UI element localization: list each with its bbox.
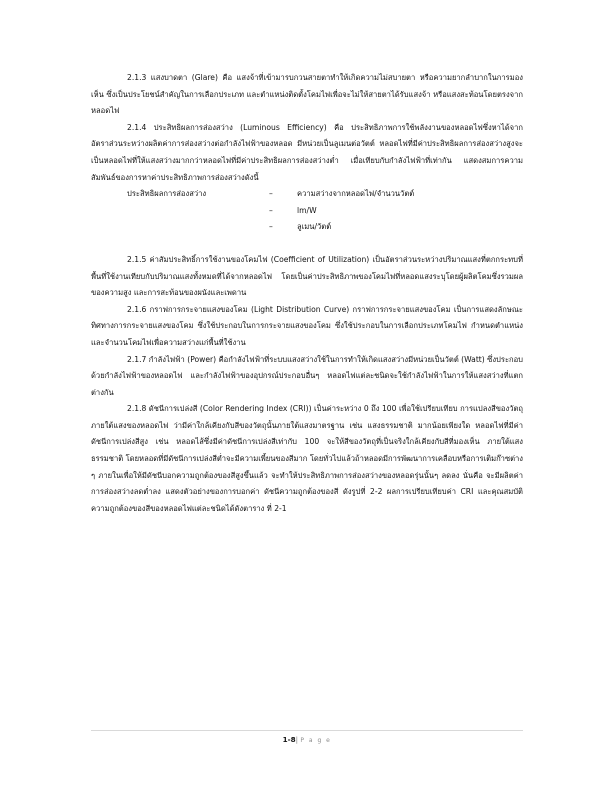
page-word: P a g e	[300, 737, 332, 744]
formula-row	[91, 219, 523, 236]
paragraph-glare: 2.1.3 แสงบาดตา (Glare) คือ แสงจ้าที่เข้ามารบกวนสายตาทำให้เกิดความไม่สบายตา หรือความยากลำบากในการมองเห็น ซึ่งเป็นประโยชน์สำคัญในการเลือกประเภท และตำแหน่งติดตั้งโคมไฟเพื่อจะไม่ให้สายตาได้รับแสงจ้า หรือแสงสะท้อนโดยตรงจากหลอดไฟ	[91, 73, 523, 116]
formula-dash: –	[269, 205, 273, 215]
paragraph-light-distribution-curve: 2.1.6 กราฟการกระจายแสงของโคม (Light Distribution Curve) กราฟการกระจายแสงของโคม เป็นการแสดงลักษณะทิศทางการกระจายแสงของโคม ซึ่งใช้ประกอบในการกระจายแสงของโคม ซึ่งใช้ประกอบในการเลือกประเภทโคมไฟ กำหนดตำแหน่ง และจำนวนโคมไฟเพื่อความสว่างแก่พื้นที่ใช้งาน	[91, 304, 523, 347]
formula-line: ความสว่างจากหลอดไฟ/จำนวนวัตต์	[297, 189, 415, 199]
formula-term: ประสิทธิผลการส่องสว่าง	[127, 189, 207, 199]
formula-dash: –	[269, 222, 273, 232]
body-text	[91, 70, 523, 517]
page-footer	[91, 735, 523, 744]
page-number: 1-8	[282, 735, 296, 744]
paragraph-color-rendering-index: 2.1.8 ดัชนีการเปล่งสี (Color Rendering Index (CRI)) เป็นค่าระหว่าง 0 ถึง 100 เพื่อใช้เปรียบเทียบ การแปลงสีของวัตถุภายใต้แสงของหลอดไฟ ว่ามีค่าใกล้เคียงกับสีของวัตถุนั้นภายใต้แสงมาตรฐาน เช่น แสงธรรมชาติ มากน้อยเพียงใด หลอดไฟที่มีค่าดัชนีการเปล่งสีสูง เช่น หลอดไส้ซึ่งมีค่าดัชนีการเปล่งสีเท่ากับ 100 จะให้สีของวัตถุที่เป็นจริงใกล้เคียงกับสีที่มองเห็น ภายใต้แสงธรรมชาติ โดยหลอดที่มีดัชนีการเปล่งสีต่ำจะมีความเพี้ยนของสีมาก โดยทั่วไปแล้วถ้าหลอดมีการพัฒนาการเคลือบหรือการเติมก๊าซต่าง ๆ ภายในเพื่อให้มีดัชนีบอกความถูกต้องของสีสูงขึ้นแล้ว จะทำให้ประสิทธิภาพการส่องสว่างของหลอดรุ่นนั้นๆ ลดลง นั่นคือ จะมีผลิตค่าการส่องสว่างลดต่ำลง แสดงตัวอย่างของการบอกค่า ดัชนีความถูกต้องของสี ดังรูปที่ 2-2 ผลการเปรียบเทียบค่า CRI และคุณสมบัติความถูกต้องของสีของหลอดไฟแต่ละชนิดได้ดังตาราง ที่ 2-1	[91, 404, 523, 513]
formula-block	[91, 186, 523, 236]
paragraph-luminous-efficiency: 2.1.4 ประสิทธิผลการส่องสว่าง (Luminous Efficiency) คือ ประสิทธิภาพการใช้พลังงานของหลอดไฟซึ่งหาได้จากอัตราส่วนระหว่างผลิตค่าการส่องสว่างต่อกำลังไฟฟ้าของหลอด มีหน่วยเป็นลูเมนต่อวัตต์ หลอดไฟที่มีค่าประสิทธิผลการส่องสว่างสูงจะเป็นหลอดไฟที่ให้แสงสว่างมากกว่าหลอดไฟที่มีค่าประสิทธิผลการส่องสว่างต่ำ เมื่อเทียบกับกำลังไฟฟ้าที่เท่ากัน แสดงสมการความสัมพันธ์ของการหาค่าประสิทธิภาพการส่องสว่างดังนี้	[91, 122, 523, 182]
footer-rule	[91, 730, 523, 731]
formula-line: lm/W	[297, 205, 317, 215]
footer-separator: |	[295, 735, 299, 744]
paragraph-coefficient-of-utilization: 2.1.5 ค่าสัมประสิทธิ์การใช้งานของโคมไฟ (Coefficient of Utilization) เป็นอัตราส่วนระหว่างปริมาณแสงที่ตกกระทบที่พื้นที่ใช้งานเทียบกับปริมาณแสงทั้งหมดที่ได้จากหลอดไฟ โดยเป็นค่าประสิทธิภาพของโคมไฟที่หลอดแสงระบุโดยผู้ผลิตโคมซึ่งรวมผลของความสูง และการสะท้อนของผนังและเพดาน	[91, 254, 523, 298]
formula-row	[91, 203, 523, 220]
formula-dash: –	[269, 189, 273, 199]
formula-line: ลูเมน/วัตต์	[297, 222, 332, 232]
formula-row	[91, 186, 523, 203]
paragraph-power: 2.1.7 กำลังไฟฟ้า (Power) คือกำลังไฟฟ้าที่ระบบแสงสว่างใช้ในการทำให้เกิดแสงสว่างมีหน่วยเป็นวัตต์ (Watt) ซึ่งประกอบด้วยกำลังไฟฟ้าของหลอดไฟ และกำลังไฟฟ้าของอุปกรณ์ประกอบอื่นๆ หลอดไฟแต่ละชนิดจะใช้กำลังไฟฟ้าในการให้แสงสว่างที่แตกต่างกัน	[91, 354, 523, 397]
